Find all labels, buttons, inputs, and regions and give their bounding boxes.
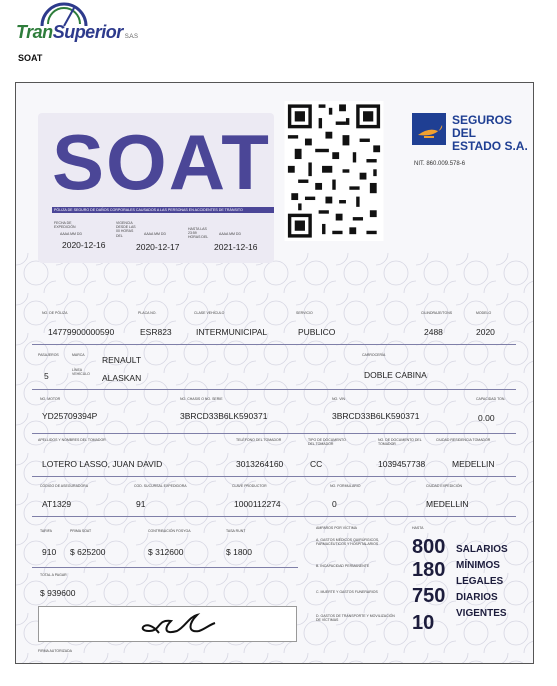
tasa-value: $ 1800: [226, 547, 252, 557]
linea-value: ALASKAN: [102, 373, 142, 383]
num-doc-value: 1039457738: [378, 459, 426, 469]
tarifa-label: TARIFA: [40, 529, 52, 533]
unit-word: SALARIOS: [456, 544, 508, 555]
divider: [32, 433, 516, 434]
qr-code-icon: [284, 101, 384, 241]
soat-title: SOAT: [52, 118, 271, 206]
insurer-name-3: ESTADO S.A.: [452, 139, 528, 153]
chasis-value: 3BRCD33B6LK590371: [180, 411, 268, 421]
marca-label: MARCA: [72, 353, 85, 357]
total-value: $ 939600: [40, 588, 76, 598]
unit-word: DIARIOS: [456, 592, 498, 603]
coverage-item-label: B. INCAPACIDAD PERMANENTE: [316, 564, 370, 568]
until-date: 2021-12-16: [214, 242, 258, 252]
tomador-label: APELLIDOS Y NOMBRES DEL TOMADOR: [38, 438, 106, 442]
sucursal-value: 91: [136, 499, 146, 509]
expedition-format: AAAA MM DD: [60, 232, 82, 236]
prima-label: PRIMA SOAT: [70, 529, 92, 533]
contribucion-value: $ 312600: [148, 547, 184, 557]
ciudad-exp-value: MEDELLIN: [426, 499, 469, 509]
contribucion-label: CONTRIBUCIÓN FOSYGA: [148, 529, 191, 533]
vin-label: NO. VIN: [332, 397, 346, 401]
brand-suffix: S.A.S: [124, 34, 138, 40]
tipo-doc-label: TIPO DE DOCUMENTO DEL TOMADOR: [308, 438, 346, 447]
marca-value: RENAULT: [102, 355, 142, 365]
chasis-label: NO. CHASIS O NO. SERIE: [180, 397, 223, 401]
ciudad-exp-label: CIUDAD EXPEDICIÓN: [426, 484, 462, 488]
brand-part-2: Superior: [52, 22, 123, 42]
placa-label: PLACA NO.: [138, 311, 157, 315]
clase-value: INTERMUNICIPAL: [196, 327, 268, 337]
clave-label: CLAVE PRODUCTOR: [232, 484, 267, 488]
clave-value: 1000112274: [234, 499, 281, 509]
coverage-item-value: 180: [412, 559, 446, 581]
telefono-label: TELÉFONO DEL TOMADOR: [236, 438, 282, 442]
until-label: HASTA LAS 23:59 HORAS DEL: [188, 227, 209, 240]
pasajeros-value: 5: [44, 371, 49, 381]
cilindraje-value: 2488: [424, 327, 443, 337]
placa-value: ESR823: [140, 327, 172, 337]
soat-card: [15, 82, 534, 664]
tarifa-value: 910: [42, 547, 57, 557]
validity-format: AAAA MM DD: [144, 232, 166, 236]
coverage-item-label: C. MUERTE Y GASTOS FUNERARIOS: [316, 590, 378, 594]
coverage-item-value: 750: [412, 585, 446, 607]
telefono-value: 3013264160: [236, 459, 284, 469]
num-doc-label: NO. DE DOCUMENTO DEL TOMADOR: [378, 438, 422, 447]
cilindraje-label: CILINDRAJE/TONS: [421, 311, 453, 315]
unit-word: VIGENTES: [456, 608, 507, 619]
tomador-value: LOTERO LASSO, JUAN DAVID: [42, 459, 163, 469]
validity-label: VIGENCIA DESDE LAS 00 HORAS DEL: [116, 221, 136, 238]
signature-image: [39, 607, 296, 641]
formulario-label: NO. FORMULARIO: [330, 484, 361, 488]
motor-value: YD25709394P: [42, 411, 98, 421]
carroceria-label: CARROCERÍA: [362, 353, 386, 357]
modelo-value: 2020: [476, 327, 495, 337]
insurer-nit: NIT. 860.009.578-6: [414, 161, 466, 167]
coverage-item-value: 10: [412, 612, 435, 634]
pasajeros-label: PASAJEROS: [38, 353, 59, 357]
brand-wordmark: [16, 22, 138, 43]
tasa-label: TASA RUNT: [226, 529, 246, 533]
motor-label: NO. MOTOR: [40, 397, 61, 401]
divider: [32, 567, 298, 568]
expedition-label: FECHA DE EXPEDICIÓN: [54, 221, 76, 230]
divider: [32, 516, 516, 517]
poliza-label: NO. DE PÓLIZA: [42, 311, 68, 315]
poliza-value: 14779900000590: [48, 327, 115, 337]
insurer-name-2: DEL: [452, 126, 476, 140]
unit-word: MÍNIMOS: [456, 560, 500, 571]
formulario-value: 0: [332, 499, 337, 509]
modelo-label: MODELO: [476, 311, 492, 315]
servicio-label: SERVICIO: [296, 311, 313, 315]
capacidad-label: CAPACIDAD TON.: [476, 397, 506, 401]
coverage-item-label: A. GASTOS MÉDICOS QUIRÚRGICOS, FARMACÉUTICOS Y HOSPITALARIOS: [316, 538, 380, 547]
tipo-doc-value: CC: [310, 459, 323, 469]
until-format: AAAA MM DD: [219, 232, 241, 236]
sucursal-label: COD. SUCURSAL EXPEDIDORA: [134, 484, 187, 488]
clase-label: CLASE VEHÍCULO: [194, 311, 225, 315]
insurer-logo: [412, 113, 446, 145]
ciudad-res-label: CIUDAD RESIDENCIA TOMADOR: [436, 438, 491, 442]
signature-label: FIRMA AUTORIZADA: [38, 649, 72, 653]
coverage-item-value: 800: [412, 536, 446, 558]
servicio-value: PUBLICO: [298, 327, 336, 337]
coverage-unit: [456, 542, 508, 622]
banner-text: PÓLIZA DE SEGURO DE DAÑOS CORPORALES CAUSADOS A LAS PERSONAS EN ACCIDENTES DE TRÁNSITO: [52, 207, 274, 213]
unit-word: LEGALES: [456, 576, 504, 587]
brand-part-1: Tran: [16, 22, 53, 42]
coverage-item-label: D. GASTOS DE TRANSPORTE Y MOVILIZACIÓN DE VÍCTIMAS: [316, 614, 395, 623]
aseguradora-value: AT1329: [42, 499, 72, 509]
divider: [32, 344, 516, 345]
aseguradora-label: CÓDIGO DE ASEGURADORA: [40, 484, 89, 488]
capacidad-value: 0.00: [478, 413, 495, 423]
genie-lamp-icon: [412, 113, 446, 145]
divider: [32, 476, 516, 477]
insurer-name-1: SEGUROS: [452, 113, 513, 127]
validity-date: 2020-12-17: [136, 242, 180, 252]
total-label: TOTAL A PAGAR: [40, 573, 67, 577]
coverage-header: AMPAROS POR VÍCTIMA: [316, 526, 357, 530]
vin-value: 3BRCD33B6LK590371: [332, 411, 420, 421]
carroceria-value: DOBLE CABINA: [364, 370, 427, 380]
page-title: SOAT: [18, 53, 43, 63]
prima-value: $ 625200: [70, 547, 106, 557]
linea-label: LÍNEA VEHÍCULO: [72, 368, 90, 377]
signature-box: [38, 606, 297, 642]
ciudad-res-value: MEDELLIN: [452, 459, 495, 469]
expedition-date: 2020-12-16: [62, 240, 106, 250]
coverage-hasta: HASTA: [412, 526, 424, 530]
divider: [32, 389, 516, 390]
